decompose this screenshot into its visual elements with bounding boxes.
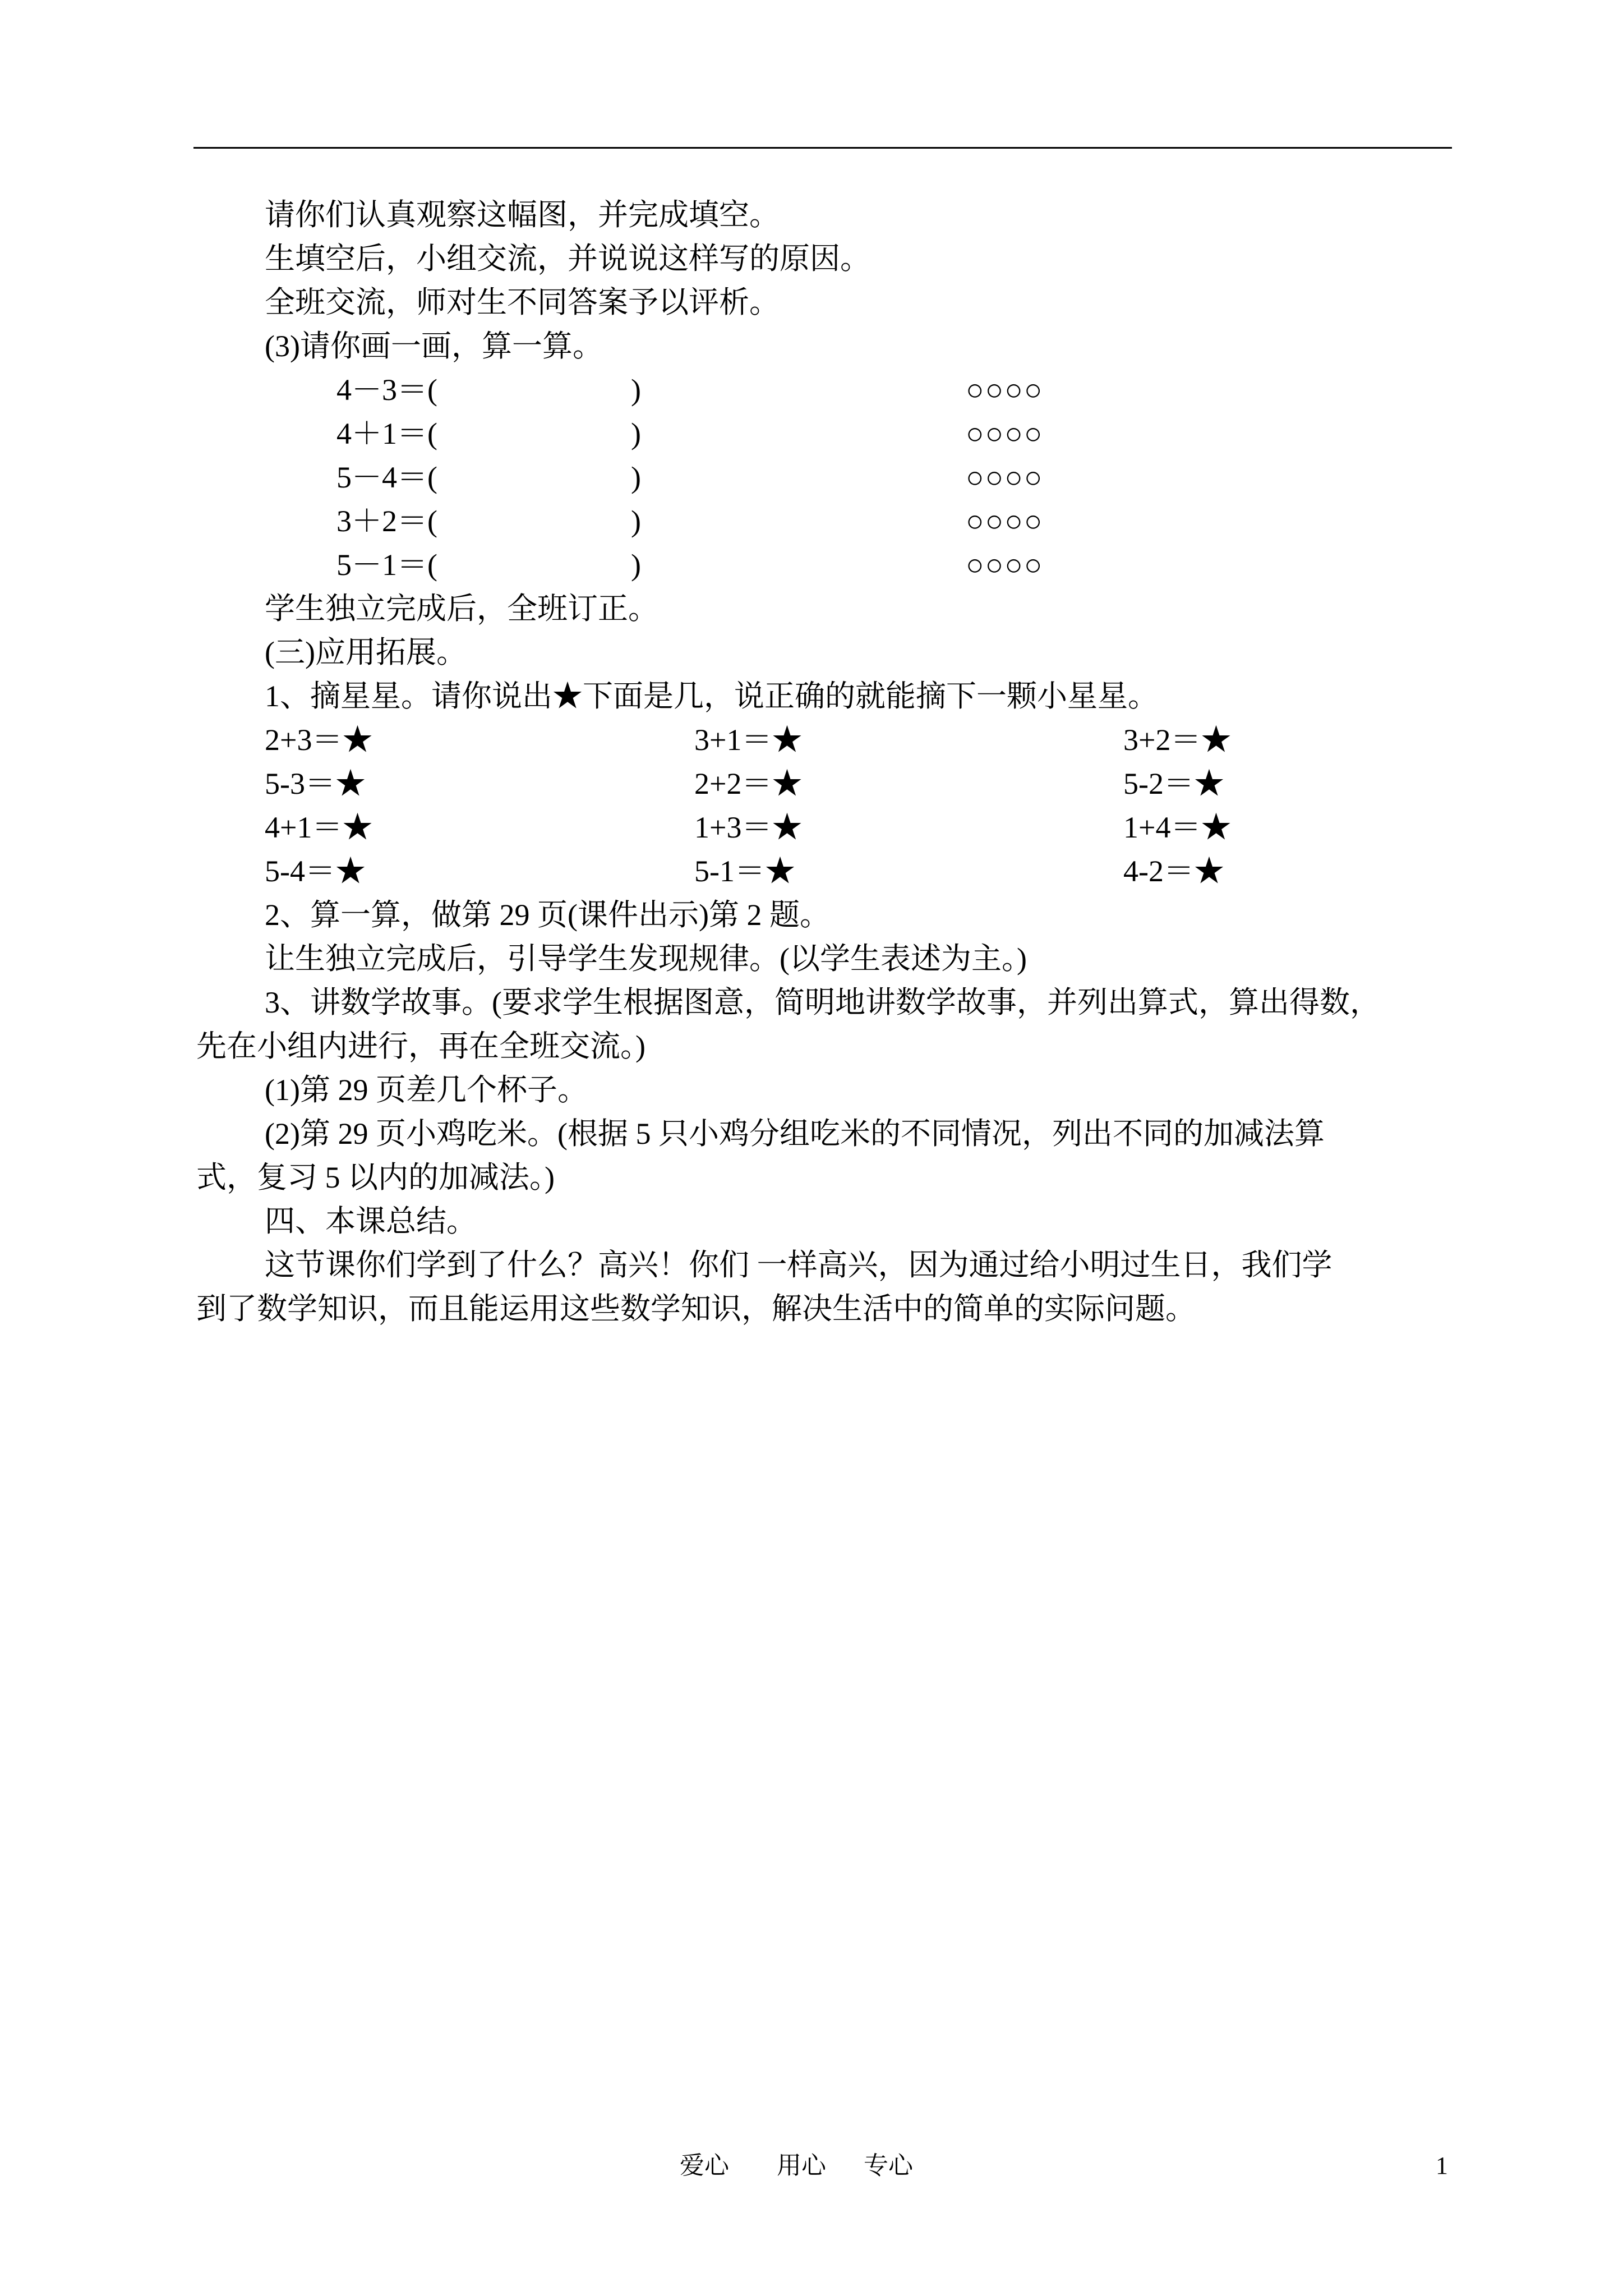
star-problem: 5-4＝★ xyxy=(265,854,366,888)
exercise-expression: 4＋1＝( xyxy=(336,417,437,450)
exercise-expression: 3＋2＝( xyxy=(336,504,437,538)
circles-group: ○○○○ xyxy=(966,504,1044,538)
star-problem: 4-2＝★ xyxy=(1123,854,1224,888)
paragraph-q2-note: 让生独立完成后，引导学生发现规律。(以学生表述为主。) xyxy=(265,942,1027,976)
paragraph-summary-line2: 到了数学知识，而且能运用这些数学知识，解决生活中的简单的实际问题。 xyxy=(196,1292,1196,1326)
circles-group: ○○○○ xyxy=(966,417,1044,450)
star-problem: 5-1＝★ xyxy=(694,854,795,888)
section-heading-summary: 四、本课总结。 xyxy=(265,1204,477,1238)
footer-motto-2: 用心 xyxy=(777,2152,826,2179)
exercise-close-paren: ) xyxy=(631,417,641,450)
paragraph-q2: 2、算一算，做第 29 页(课件出示)第 2 题。 xyxy=(265,898,830,932)
star-problem: 1+4＝★ xyxy=(1123,811,1232,844)
paragraph-q3a: (1)第 29 页差几个杯子。 xyxy=(265,1073,588,1107)
paragraph-summary-line1: 这节课你们学到了什么？高兴！你们 一样高兴，因为通过给小明过生日，我们学 xyxy=(265,1248,1332,1282)
footer-motto-3: 专心 xyxy=(864,2152,913,2179)
star-problem: 2+2＝★ xyxy=(694,767,803,800)
page-number: 1 xyxy=(1436,2152,1448,2179)
paragraph-q3b-line1: (2)第 29 页小鸡吃米。(根据 5 只小鸡分组吃米的不同情况，列出不同的加减法算 xyxy=(265,1117,1325,1151)
section-heading-extension: (三)应用拓展。 xyxy=(265,636,467,669)
paragraph-correct: 学生独立完成后，全班订正。 xyxy=(265,592,658,625)
paragraph-observe: 请你们认真观察这幅图，并完成填空。 xyxy=(265,198,780,232)
exercise-expression: 4－3＝( xyxy=(336,373,437,407)
exercise-expression: 5－4＝( xyxy=(336,461,437,494)
star-problem: 1+3＝★ xyxy=(694,811,803,844)
footer-motto-1: 爱心 xyxy=(680,2152,729,2179)
paragraph-group-discuss: 生填空后，小组交流，并说说这样写的原因。 xyxy=(265,242,870,275)
exercise-close-paren: ) xyxy=(631,548,641,582)
paragraph-class-discuss: 全班交流，师对生不同答案予以评析。 xyxy=(265,286,780,319)
paragraph-q3-line2: 先在小组内进行，再在全班交流。) xyxy=(196,1029,645,1063)
circles-group: ○○○○ xyxy=(966,548,1044,582)
exercise-close-paren: ) xyxy=(631,461,641,494)
exercise-close-paren: ) xyxy=(631,373,641,407)
star-problem: 2+3＝★ xyxy=(265,723,373,757)
star-problem: 3+1＝★ xyxy=(694,723,803,757)
star-problem: 5-3＝★ xyxy=(265,767,366,800)
star-problem: 5-2＝★ xyxy=(1123,767,1224,800)
paragraph-q3-line1: 3、讲数学故事。(要求学生根据图意，简明地讲数学故事，并列出算式，算出得数， xyxy=(265,986,1380,1019)
header-rule xyxy=(193,147,1452,149)
star-problem: 4+1＝★ xyxy=(265,811,373,844)
paragraph-pick-stars: 1、摘星星。请你说出★下面是几，说正确的就能摘下一颗小星星。 xyxy=(265,679,1158,713)
exercise-close-paren: ) xyxy=(631,504,641,538)
exercise-expression: 5－1＝( xyxy=(336,548,437,582)
circles-group: ○○○○ xyxy=(966,373,1044,407)
star-problem: 3+2＝★ xyxy=(1123,723,1232,757)
circles-group: ○○○○ xyxy=(966,461,1044,494)
paragraph-draw-calc: (3)请你画一画，算一算。 xyxy=(265,329,603,363)
paragraph-q3b-line2: 式，复习 5 以内的加减法。) xyxy=(196,1161,555,1194)
